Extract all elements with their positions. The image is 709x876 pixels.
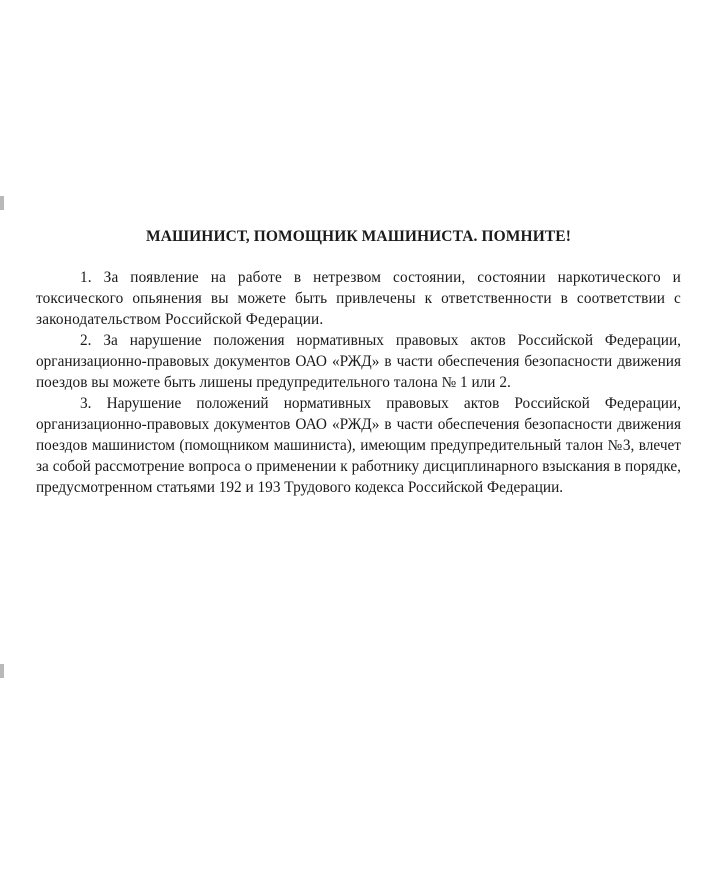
paragraph-1: 1. За появление на работе в нетрезвом состоянии, состоянии наркотического и токсического опьянения вы можете быть привлечены к ответственности в соответствии с законодательством Российской Федерации. xyxy=(36,269,681,328)
scan-edge-mark-bottom xyxy=(0,664,4,678)
paragraph-3: 3. Нарушение положений нормативных правовых актов Российской Федерации, организационно-правовых документов ОАО «РЖД» в части обеспечения безопасности движения поездов машинистом (помощником машиниста), имеющим предупредительный талон №3, влечет за собой рассмотрение вопроса о применении к работнику дисциплинарного взыскания в порядке, предусмотренном статьями 192 и 193 Трудового кодекса Российской Федерации. xyxy=(36,394,681,496)
paragraph-2: 2. За нарушение положения нормативных правовых актов Российской Федерации, организационно-правовых документов ОАО «РЖД» в части обеспечения безопасности движения поездов вы можете быть лишены предупредительного талона № 1 или 2. xyxy=(36,331,681,391)
document-body xyxy=(36,228,681,498)
scan-edge-mark-top xyxy=(0,196,4,210)
page-title: МАШИНИСТ, ПОМОЩНИК МАШИНИСТА. ПОМНИТЕ! xyxy=(145,228,571,245)
